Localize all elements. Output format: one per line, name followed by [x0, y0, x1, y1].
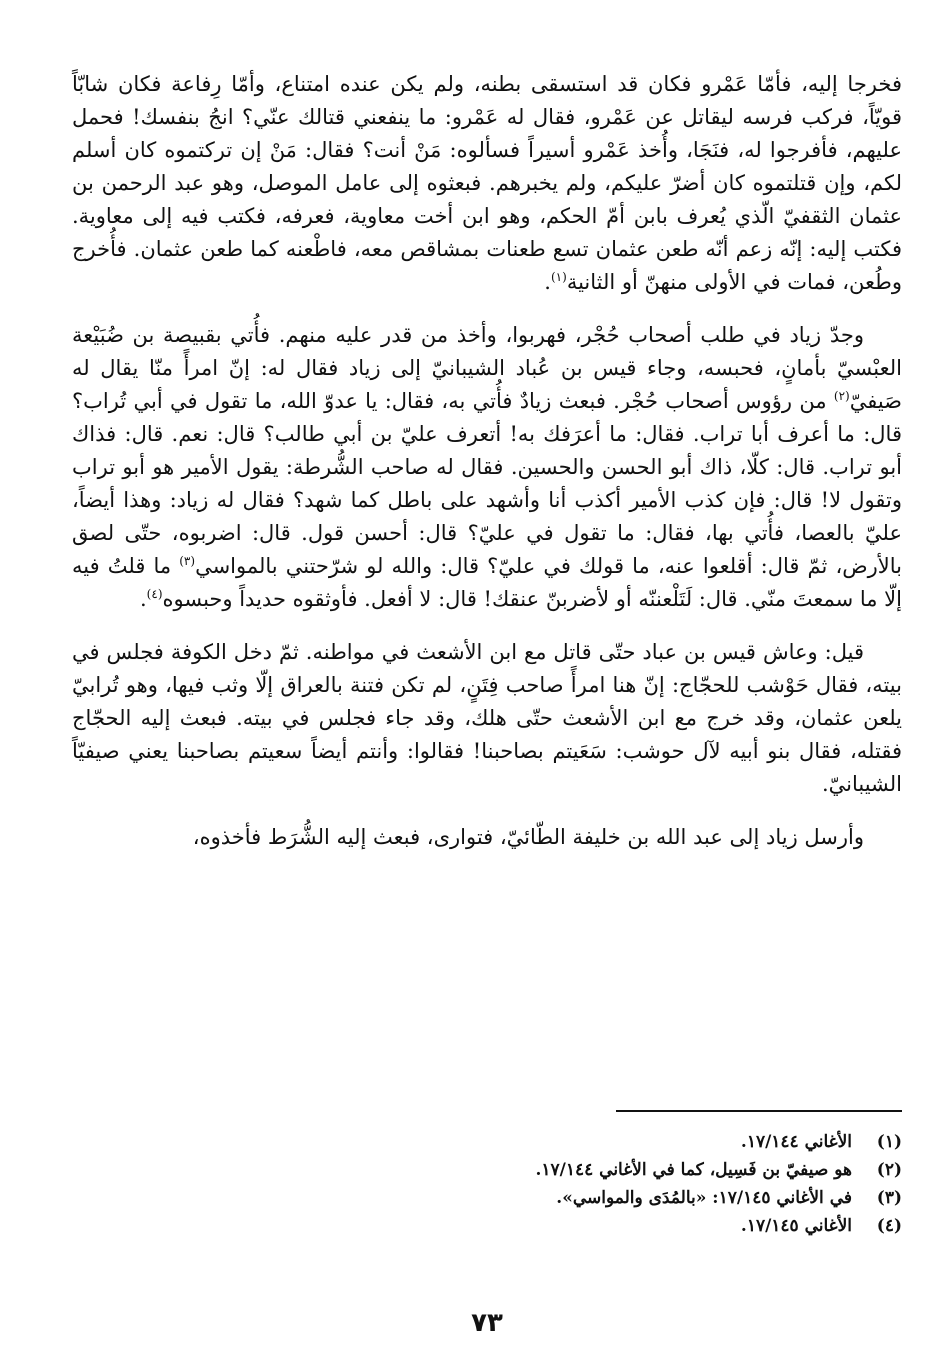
footnote-number: (٢)	[876, 1160, 902, 1180]
footnote-1	[72, 1128, 902, 1156]
footnote-divider	[616, 1110, 902, 1112]
paragraph-2-period: .	[139, 587, 147, 611]
footnote-marker-4: (٤)	[146, 587, 163, 601]
footnote-number: (٣)	[876, 1188, 902, 1208]
footnote-2	[72, 1156, 902, 1184]
footnote-text: الأغاني ١٧/١٤٤.	[740, 1132, 852, 1152]
footnote-marker-3: (٣)	[179, 554, 196, 568]
paragraph-1-text: فخرجا إليه، فأمّا عَمْرو فكان قد استسقى بطنه، ولم يكن عنده امتناع، وأمّا رِفاعة فكان شابّاً قويّاً، فركب فرسه ليقاتل عن عَمْرو، فقال له عَمْرو: ما ينفعني قتالك عنّي؟ انجُ بنفسك! فحمل عليهم، فأفرجوا له، فنَجَا، وأُخذ عَمْرو أسيراً فسألوه: مَنْ أنت؟ فقال: مَنْ إن تركتموه كان أسلم لكم، وإن قتلتموه كان أضرّ عليكم، ولم يخبرهم. فبعثوه إلى عامل الموصل، وهو عبد الرحمن بن عثمان الثقفيّ الّذي يُعرف بابن أمّ الحكم، وهو ابن أخت معاوية، فعرفه، فكتب فيه إلى معاوية. فكتب إليه: إنّه زعم أنّه طعن عثمان تسع طعنات بمشاقص معه، فاطْعنه كما طعن عثمان. فأُخرج وطُعن، فمات في الأولى منهنّ أو الثانية	[72, 72, 902, 294]
footnote-3	[72, 1184, 902, 1212]
paragraph-4: وأرسل زياد إلى عبد الله بن خليفة الطّائيّ، فتوارى، فبعث إليه الشُّرَط فأخذوه،	[192, 825, 864, 849]
paragraph-1-period: .	[544, 270, 551, 294]
paragraph-2-text-a: وجدّ زياد في طلب أصحاب حُجْر، فهربوا، وأخذ من قدر عليه منهم. فأُتي بقبيصة بن ضُبَيْعة العبْسيّ بأمانٍ، فحبسه، وجاء قيس بن عُباد الشيبانيّ إلى زياد فقال له: إنّ امرأً منّا يقال له صَيفيّ	[72, 323, 902, 413]
body-text	[72, 68, 902, 854]
footnotes	[72, 1128, 902, 1240]
paragraph-2-text-b: من رؤوس أصحاب حُجْر. فبعث زيادٌ فأُتي به، فقال: يا عدوّ الله، ما تقول في أبي تُراب؟ قال: ما أعرف أبا تراب. فقال: ما أعرَفك به! أتعرف عليّ بن أبي طالب؟ قال: نعم. قال: فذاك أبو تراب. قال: كلّا، ذاك أبو الحسن والحسين. فقال له صاحب الشُّرطة: يقول الأمير هو أبو تراب وتقول لا! قال: فإن كذب الأمير أكذب أنا وأشهد على باطل كما شهد؟ فقال له زياد: وهذا أيضاً، عليّ بالعصا، فأُتي بها، فقال: ما تقول في عليّ؟ قال: أحسن قول. قال: اضربوه، حتّى لصق بالأرض، ثمّ قال: أقلعوا عنه، ما قولك في عليّ؟ قال: والله لو شرّحتني بالمواسي	[72, 389, 902, 578]
page-number: ٧٣	[471, 1308, 503, 1338]
footnote-number: (٤)	[876, 1216, 902, 1236]
footnote-text: الأغاني ١٧/١٤٥.	[740, 1216, 852, 1236]
paragraph-2	[72, 319, 902, 616]
footnote-text: في الأغاني ١٧/١٤٥: «بالمُدَى والمواسي».	[556, 1188, 852, 1208]
footnote-text: هو صيفيّ بن فَسِيل، كما في الأغاني ١٧/١٤٤.	[535, 1160, 852, 1180]
footnote-marker-2: (٢)	[833, 389, 850, 403]
page	[72, 68, 902, 1372]
paragraph-2-text-c: ما قلتُ فيه إلّا ما سمعتَ منّي. قال: لَتَلْعننّه أو لأضربنّ عنقك! قال: لا أفعل. فأوثقوه حديداً وحبسوه	[72, 554, 902, 611]
footnote-marker-1: (١)	[550, 270, 567, 284]
footnote-4	[72, 1212, 902, 1240]
paragraph-3: قيل: وعاش قيس بن عباد حتّى قاتل مع ابن الأشعث في مواطنه. ثمّ دخل الكوفة فجلس في بيته، فقال حَوْشب للحجّاج: إنّ هنا امرأً صاحب فِتَنٍ، لم تكن فتنة بالعراق إلّا وثب فيها، وهو تُرابيّ يلعن عثمان، وقد خرج مع ابن الأشعث حتّى هلك، وقد جاء فجلس في بيته. فبعث إليه الحجّاج فقتله، فقال بنو أبيه لآل حوشب: سَعَيتم بصاحبنا! فقالوا: وأنتم أيضاً سعيتم بصاحبنا يعني صيفيّاً الشيبانيّ.	[72, 640, 902, 796]
paragraph-1	[72, 68, 902, 299]
footnote-number: (١)	[876, 1132, 902, 1152]
